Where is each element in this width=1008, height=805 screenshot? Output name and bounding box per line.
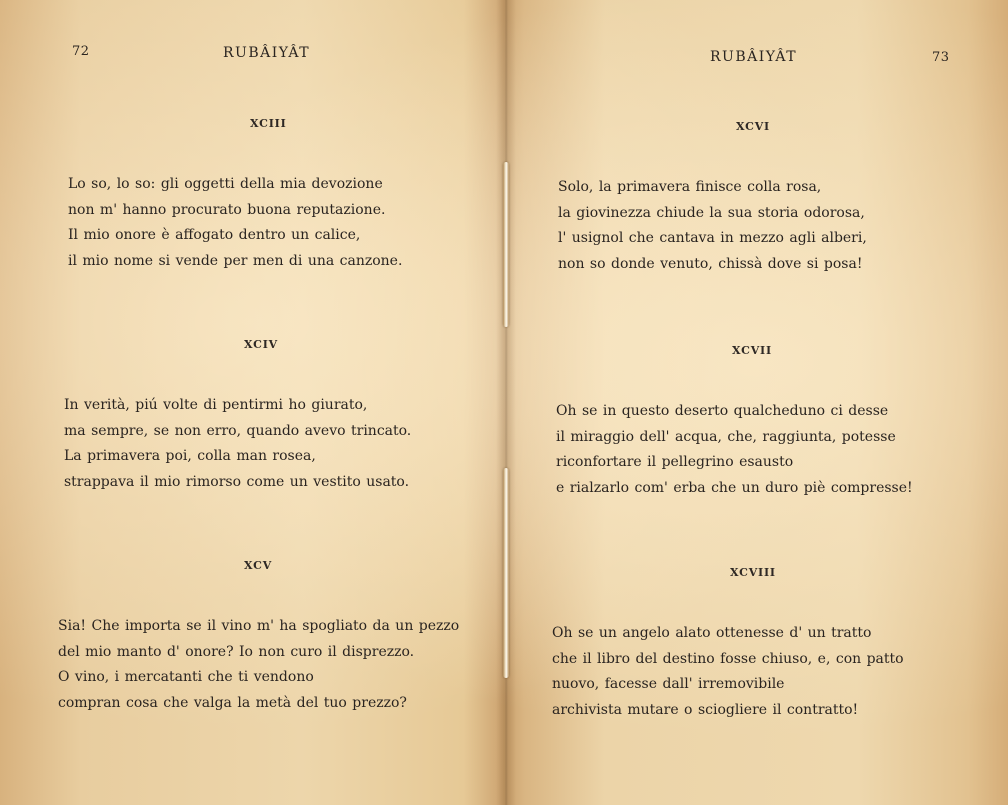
verse-line: non so donde venuto, chissà dove si posa! [558, 255, 863, 272]
verse-line: ma sempre, se non erro, quando avevo trincato. [64, 422, 412, 439]
verse-line: compran cosa che valga la metà del tuo prezzo? [58, 694, 407, 711]
verse-line: nuovo, facesse dall' irremovibile [552, 676, 785, 692]
verse-line: In verità, piú volte di pentirmi ho giurato, [64, 397, 368, 413]
verse-line: il miraggio dell' acqua, che, raggiunta, potesse [556, 428, 896, 445]
page-number-right: 73 [932, 50, 950, 65]
running-head-left: RUBÂIYÂT [223, 45, 311, 61]
stanza-lines [556, 399, 913, 501]
verse-line: Sia! Che importa se il vino m' ha spogliato da un pezzo [58, 618, 460, 634]
stanza-numeral: XCVIII [730, 566, 776, 579]
left-page [0, 0, 500, 805]
right-page [508, 0, 1008, 805]
stanza-lines [558, 175, 867, 277]
verse-line: e rialzarlo com' erba che un duro piè compresse! [556, 479, 913, 496]
stanza-numeral: XCVI [736, 120, 770, 133]
verse-line: Oh se un angelo alato ottenesse d' un tratto [552, 625, 872, 641]
stanza-numeral: XCV [244, 559, 273, 572]
verse-line: la giovinezza chiude la sua storia odorosa, [558, 204, 865, 221]
verse-line: il mio nome si vende per men di una canzone. [68, 252, 403, 269]
verse-line: Il mio onore è affogato dentro un calice, [68, 227, 361, 243]
verse-line: che il libro del destino fosse chiuso, e, con patto [552, 650, 904, 667]
verse-line: archivista mutare o sciogliere il contratto! [552, 701, 859, 718]
stanza-lines [68, 172, 402, 274]
stanza-lines [64, 393, 411, 495]
stanza-lines [58, 614, 459, 716]
stanza-numeral: XCVII [732, 344, 772, 357]
stanza-lines [552, 621, 904, 723]
page-number-left: 72 [72, 44, 90, 59]
verse-line: La primavera poi, colla man rosea, [64, 448, 316, 464]
running-head-right: RUBÂIYÂT [710, 49, 798, 65]
verse-line: Oh se in questo deserto qualcheduno ci desse [556, 403, 889, 419]
verse-line: l' usignol che cantava in mezzo agli alberi, [558, 230, 867, 246]
stanza-numeral: XCIV [244, 338, 278, 351]
verse-line: Solo, la primavera finisce colla rosa, [558, 179, 822, 195]
verse-line: O vino, i mercatanti che ti vendono [58, 669, 314, 685]
verse-line: riconfortare il pellegrino esausto [556, 454, 794, 470]
stanza-numeral: XCIII [250, 117, 287, 130]
verse-line: del mio manto d' onore? Io non curo il disprezzo. [58, 643, 415, 660]
verse-line: strappava il mio rimorso come un vestito usato. [64, 473, 410, 490]
verse-line: non m' hanno procurato buona reputazione. [68, 201, 386, 218]
verse-line: Lo so, lo so: gli oggetti della mia devozione [68, 176, 383, 192]
